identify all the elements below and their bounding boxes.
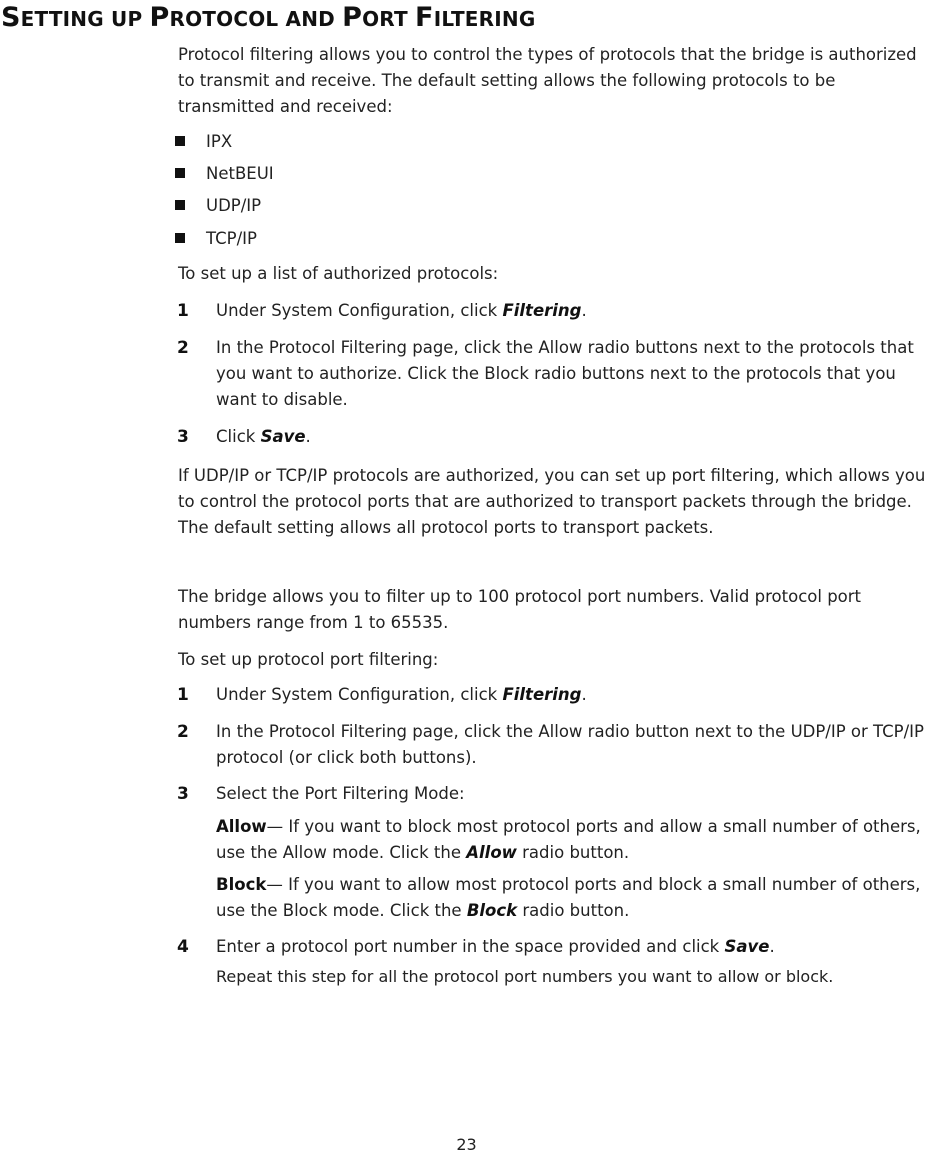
repeat-note: Repeat this step for all the protocol port numbers you want to allow or block. [216,967,834,986]
list-item-protocol: UDP/IP [175,193,875,219]
port-filter-paragraph: If UDP/IP or TCP/IP protocols are authorized, you can set up port filtering, which allows you to control the protocol ports that are authorized to transport packets through the bridge. The default setting allows all protocol ports to transport packets. [178,466,926,537]
allow-mode-description: Allow— If you want to block most protocol ports and allow a small number of others, use the Allow mode. Click the Allow radio button. [216,817,921,862]
bullet-icon [175,200,185,210]
block-mode-description: Block— If you want to allow most protocol ports and block a small number of others, use the Block mode. Click the Block radio button. [216,875,921,920]
list-item-protocol: NetBEUI [175,161,875,187]
port-limit-paragraph: The bridge allows you to filter up to 100 protocol port numbers. Valid protocol port numbers range from 1 to 65535. [178,587,862,632]
intro-paragraph: Protocol filtering allows you to control the types of protocols that the bridge is authorized to transmit and receive. The default setting allows the following protocols to be transmitted and received: [178,45,917,116]
setup-list-intro: To set up a list of authorized protocols: [178,264,499,283]
bullet-icon [175,168,185,178]
step-number: 2 [177,338,189,358]
step-number: 2 [177,722,189,742]
step-text: In the Protocol Filtering page, click the Allow radio buttons next to the protocols that you want to authorize. Click the Block radio buttons next to the protocols that you want to disable. [216,338,914,409]
bullet-icon [175,233,185,243]
step-text: Select the Port Filtering Mode: [216,784,465,803]
step-text: Under System Configuration, click Filtering. [216,685,587,704]
step-number: 3 [177,427,189,447]
step-number: 1 [177,685,189,705]
bullet-icon [175,136,185,146]
port-setup-intro: To set up protocol port filtering: [178,650,439,669]
step-number: 1 [177,301,189,321]
step-number: 3 [177,784,189,804]
step-text: In the Protocol Filtering page, click the Allow radio button next to the UDP/IP or TCP/IP protocol (or click both buttons). [216,722,925,767]
page-title: SETTING UP PROTOCOL AND PORT FILTERING [1,2,536,33]
list-item-protocol: TCP/IP [175,226,875,252]
step-text: Click Save. [216,427,311,446]
step-text: Under System Configuration, click Filtering. [216,301,587,320]
step-text: Enter a protocol port number in the space provided and click Save. [216,937,775,956]
page-number: 23 [456,1135,477,1154]
list-item-protocol: IPX [175,129,875,155]
step-number: 4 [177,937,189,957]
